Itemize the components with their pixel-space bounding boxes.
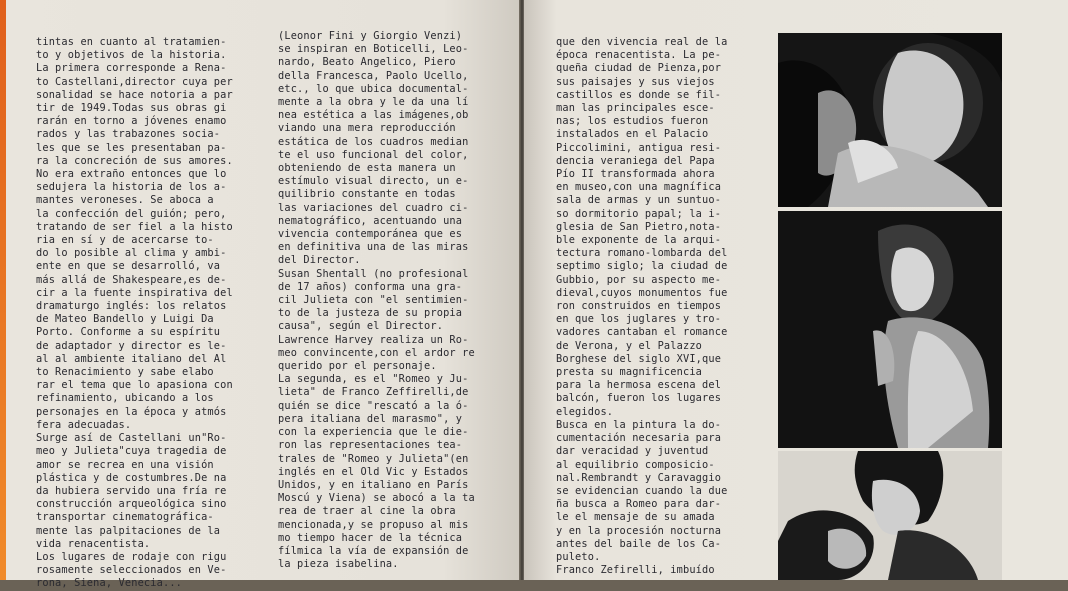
text-line: amor se recrea en una visión	[36, 458, 214, 471]
text-line: trales de "Romeo y Julieta"(en	[278, 452, 469, 465]
text-line: le el mensaje de su amada	[556, 511, 715, 524]
film-still-embrace	[778, 33, 1002, 207]
text-line: plástica y de costumbres.De na	[36, 471, 227, 484]
text-line: sedujera la historia de los a-	[36, 181, 227, 194]
text-line: en que los juglares y tro-	[556, 313, 722, 326]
text-line: so dormitorio papal; la i-	[556, 207, 722, 220]
left-page-column-2	[278, 30, 514, 580]
text-line: fera adecuadas.	[36, 418, 132, 431]
text-line: en definitiva una de las miras	[278, 241, 469, 254]
text-line: Busca en la pintura la do-	[556, 418, 722, 431]
text-line: No era extraño entonces que lo	[36, 168, 227, 181]
text-line: época renacentista. La pe-	[556, 49, 722, 62]
text-line: obteniendo de esta manera un	[278, 162, 456, 175]
text-line: pera italiana del marasmo", y	[278, 412, 463, 425]
text-line: septimo siglo; la ciudad de	[556, 260, 728, 273]
text-line: la pieza isabelina.	[278, 558, 399, 571]
left-page	[6, 0, 520, 590]
text-line: nematográfico, acentuando una	[278, 214, 463, 227]
text-line: vivencia contemporánea que es	[278, 228, 463, 241]
text-line: quilibrio constante en todas	[278, 188, 456, 201]
text-line: glesia de San Pietro,nota-	[556, 220, 722, 233]
text-line: mantes veroneses. Se aboca a	[36, 194, 214, 207]
text-line: dramaturgo inglés: los relatos	[36, 300, 227, 313]
text-line: vida renacentista.	[36, 537, 151, 550]
text-line: dencia veraniega del Papa	[556, 154, 715, 167]
text-line: Gubbio, por su aspecto me-	[556, 273, 722, 286]
text-line: construcción arqueológica sino	[36, 498, 227, 511]
text-line: Moscú y Viena) se abocó a la ta	[278, 492, 475, 505]
text-line: man las principales esce-	[556, 102, 715, 115]
text-line: se inspiran en Boticelli, Leo-	[278, 43, 469, 56]
text-line: rar el tema que lo apasiona con	[36, 379, 233, 392]
text-line: da hubiera servido una fría re	[36, 484, 227, 497]
text-line: lieta" de Franco Zeffirelli,de	[278, 386, 469, 399]
text-line: causa", según el Director.	[278, 320, 444, 333]
text-line: meo y Julieta"cuya tragedia de	[36, 445, 227, 458]
text-line: castillos es donde se fil-	[556, 88, 722, 101]
text-line: rarán en torno a jóvenes enamo	[36, 115, 227, 128]
text-line: al equilibrio composicio-	[556, 458, 715, 471]
film-still-kiss	[778, 451, 1002, 580]
text-line: mencionada,y se propuso al mis	[278, 518, 469, 531]
text-line: Piccolimini, antigua resi-	[556, 141, 722, 154]
text-line: que den vivencia real de la	[556, 36, 728, 48]
text-line: estímulo visual directo, un e-	[278, 175, 469, 188]
text-line: en museo,con una magnífica	[556, 181, 722, 194]
text-line: ente en que se desarrolló, va	[36, 260, 221, 273]
text-line: do lo posible al clima y ambi-	[36, 247, 227, 260]
text-line: querido por el personaje.	[278, 360, 437, 373]
text-line: estática de los cuadros median	[278, 135, 469, 148]
text-line: to y objetivos de la historia.	[36, 49, 227, 62]
text-line: sala de armas y un suntuo-	[556, 194, 722, 207]
text-line: de Mateo Bandello y Luigi Da	[36, 313, 214, 326]
text-line: Surge así de Castellani un"Ro-	[36, 432, 227, 445]
text-line: ra la concreción de sus amores.	[36, 154, 233, 167]
text-line: nal.Rembrandt y Caravaggio	[556, 471, 722, 484]
text-line: ria en sí y de acercarse to-	[36, 234, 214, 247]
text-line: del Director.	[278, 254, 361, 267]
text-line: cumentación necesaria para	[556, 432, 722, 445]
text-line: Borghese del siglo XVI,que	[556, 352, 722, 365]
text-line: de 17 años) conforma una gra-	[278, 280, 463, 293]
text-line: to de la justeza de su propia	[278, 307, 463, 320]
text-line: Lawrence Harvey realiza un Ro-	[278, 333, 469, 346]
text-line: Unidos, y en italiano en París	[278, 478, 469, 491]
text-line: Franco Zefirelli, imbuído	[556, 564, 715, 577]
left-page-column-1	[36, 36, 256, 590]
right-page-column-1	[556, 36, 782, 580]
text-line: cil Julieta con "el sentimien-	[278, 294, 469, 307]
text-line: elegidos.	[556, 405, 614, 418]
text-line: ron construidos en tiempos	[556, 300, 722, 313]
text-line: Pío II transformada ahora	[556, 168, 715, 181]
text-line: tir de 1949.Todas sus obras gi	[36, 102, 227, 115]
text-line: inglés en el Old Vic y Estados	[278, 465, 469, 478]
text-line: transportar cinematográfica-	[36, 511, 214, 524]
text-line: cir a la fuente inspirativa del	[36, 286, 233, 299]
text-line: tintas en cuanto al tratamien-	[36, 36, 227, 48]
text-line: rados y las trabazones socia-	[36, 128, 221, 141]
text-line: queña ciudad de Pienza,por	[556, 62, 722, 75]
text-line: más allá de Shakespeare,es de-	[36, 273, 227, 286]
text-line: Los lugares de rodaje con rigu	[36, 550, 227, 563]
text-line: la confección del guión; pero,	[36, 207, 227, 220]
text-line: de Verona, y el Palazzo	[556, 339, 703, 352]
text-line: ña busca a Romeo para dar-	[556, 498, 722, 511]
text-line: La primera corresponde a Rena-	[36, 62, 227, 75]
text-line: viando una mera reproducción	[278, 122, 456, 135]
text-line: (Leonor Fini y Giorgio Venzi)	[278, 30, 463, 42]
text-line: les que se les presentaban pa-	[36, 141, 227, 154]
text-line: sus paisajes y sus viejos	[556, 75, 715, 88]
text-line: etc., lo que ubica documental-	[278, 82, 469, 95]
text-line: nardo, Beato Angelico, Piero	[278, 56, 456, 69]
text-line: Susan Shentall (no profesional	[278, 267, 469, 280]
text-line: mente a la obra y le da una lí	[278, 96, 469, 109]
text-line: rona, Siena, Venecia...	[36, 577, 183, 590]
text-line: dar veracidad y juventud	[556, 445, 709, 458]
text-line: della Francesca, Paolo Ucello,	[278, 69, 469, 82]
text-line: instalados en el Palacio	[556, 128, 709, 141]
text-line: al al ambiente italiano del Al	[36, 352, 227, 365]
text-line: de adaptador y director es le-	[36, 339, 227, 352]
text-line: nea estética a las imágenes,ob	[278, 109, 469, 122]
text-line: La segunda, es el "Romeo y Ju-	[278, 373, 469, 386]
text-line: tectura romano-lombarda del	[556, 247, 728, 260]
text-line: dieval,cuyos monumentos fue	[556, 286, 728, 299]
text-line: antes del baile de los Ca-	[556, 537, 722, 550]
text-line: se evidencian cuando la due	[556, 484, 728, 497]
text-line: ble exponente de la arqui-	[556, 234, 722, 247]
text-line: sonalidad se hace notoria a par	[36, 88, 233, 101]
text-line: meo convincente,con el ardor re	[278, 346, 475, 359]
text-line: y en la procesión nocturna	[556, 524, 722, 537]
text-line: rea de traer al cine la obra	[278, 505, 456, 518]
text-line: to Renacimiento y sabe elabo	[36, 366, 214, 379]
right-page	[524, 0, 1068, 580]
text-line: Porto. Conforme a su espíritu	[36, 326, 221, 339]
text-line: balcón, fueron los lugares	[556, 392, 722, 405]
film-still-juliet	[778, 211, 1002, 448]
text-line: puleto.	[556, 550, 601, 563]
text-line: refinamiento, ubicando a los	[36, 392, 214, 405]
text-line: quién se dice "rescató a la ó-	[278, 399, 469, 412]
text-line: las variaciones del cuadro ci-	[278, 201, 469, 214]
text-line: personajes en la época y atmós	[36, 405, 227, 418]
text-line: mo tiempo hacer de la técnica	[278, 531, 463, 544]
text-line: to Castellani,director cuya per	[36, 75, 233, 88]
text-line: fílmica la vía de expansión de	[278, 544, 469, 557]
text-line: con la experiencia que le die-	[278, 426, 469, 439]
text-line: mente las palpitaciones de la	[36, 524, 221, 537]
text-line: presta su magnificencia	[556, 366, 703, 379]
text-line: tratando de ser fiel a la histo	[36, 220, 233, 233]
text-line: te el uso funcional del color,	[278, 148, 469, 161]
text-line: nas; los estudios fueron	[556, 115, 709, 128]
text-line: ron las representaciones tea-	[278, 439, 463, 452]
text-line: para la hermosa escena del	[556, 379, 722, 392]
text-line: vadores cantaban el romance	[556, 326, 728, 339]
text-line: rosamente seleccionados en Ve-	[36, 564, 227, 577]
